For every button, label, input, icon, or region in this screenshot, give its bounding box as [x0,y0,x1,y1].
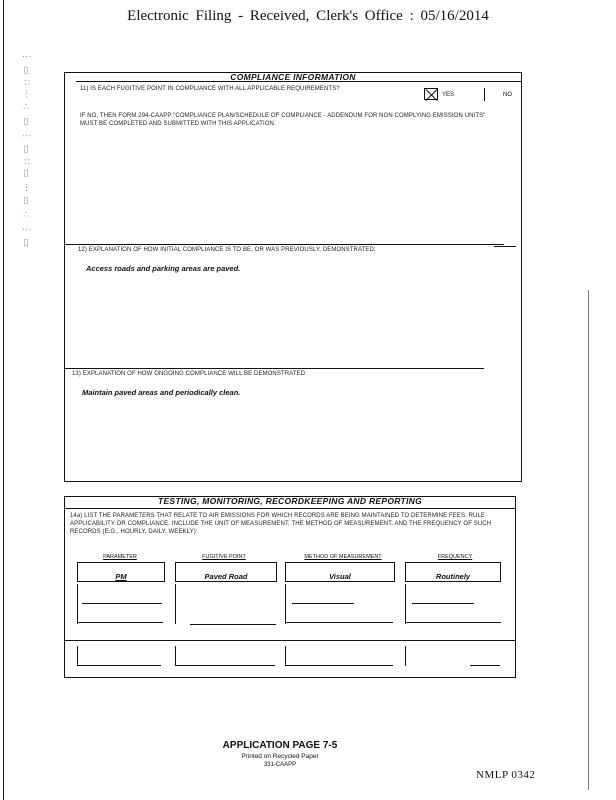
frequency-value-row1: Routinely [435,572,471,581]
yes-label: YES [442,92,455,98]
question-13: 13) EXPLANATION OF HOW ONGOING COMPLIANCE WILL BE DEMONSTRATED: [72,371,307,377]
question-12: 12) EXPLANATION OF HOW INITIAL COMPLIANCE IS TO BE, OR WAS PREVIOUSLY, DEMONSTRATED: [78,247,376,253]
testing-section-title: TESTING, MONITORING, RECORDKEEPING AND REPORTING [157,496,423,506]
filing-stamp-header: Electronic Filing - Received, Clerk's Office : 05/16/2014 [127,8,489,24]
row3-line-3 [285,665,393,666]
compliance-section [64,72,522,482]
answer-12: Access roads and parking areas are paved. [86,264,241,273]
column-header-parameter: PARAMETER [103,554,137,560]
row3-line-2 [175,665,275,666]
no-checkbox-mark [484,88,485,101]
compliance-section-title: COMPLIANCE INFORMATION [230,72,356,82]
row3-left-edge-4 [405,646,406,666]
q13-divider [64,368,484,369]
recycled-paper-note: Printed on Recycled Paper [241,753,319,760]
scan-edge-line-right [588,290,589,790]
row2-left-edge-3 [285,584,286,624]
row2-left-edge-1 [77,584,78,624]
cell-method-row1[interactable] [285,562,395,582]
no-label: NO [503,92,512,98]
column-header-fugitive-point: FUGITIVE POINT [202,554,246,560]
compliance-title-rule [76,81,522,82]
fugitive-point-value-row1: Paved Road [204,572,248,581]
answer-13: Maintain paved areas and periodically clean. [82,388,241,397]
row3-top-line [64,640,516,641]
parameter-value-row1: PM [115,572,127,581]
column-header-method: METHOD OF MEASUREMENT [304,554,382,560]
row3-line-4 [470,665,500,666]
row2-line-1b [77,622,163,623]
row2-line-1 [82,603,162,604]
method-value-row1: Visual [329,572,351,581]
column-header-frequency: FREQUENCY [437,554,473,560]
testing-title-rule [64,508,516,509]
scan-edge-line-left [3,0,4,800]
scan-margin-marks: ⋮ ▯ ∷ ⋯ ∴ ▯ ⋮ ▯ ∷ ▯ ⋯ ▯ ∴ ⋮ ▯ [22,52,32,249]
row2-line-4b [405,622,501,623]
row2-left-edge-2 [175,584,176,624]
row3-left-edge-2 [175,646,176,666]
cell-frequency-row1[interactable] [405,562,501,582]
row3-left-edge-1 [77,646,78,666]
row3-line-1 [77,665,161,666]
row2-left-edge-4 [405,584,406,624]
question-11-note: IF NO, THEN FORM 294-CAAPP "COMPLIANCE PLAN/SCHEDULE OF COMPLIANCE - ADDENDUM FOR NON COMPLYING EMISSION UNITS" MUST BE COMPLETED AND SUBMITTED WITH THIS APPLICATION. [80,113,486,127]
cell-parameter-row1[interactable] [77,562,165,582]
application-page-number: APPLICATION PAGE 7-5 [222,740,338,751]
row2-line-4 [412,603,474,604]
row2-line-3b [285,622,393,623]
row3-left-edge-3 [285,646,286,666]
form-number: 331-CAAPP [263,762,297,768]
question-11: 11) IS EACH FUGITIVE POINT IN COMPLIANCE WITH ALL APPLICABLE REQUIREMENTS? [80,86,340,92]
question-14a: 14a) LIST THE PARAMETERS THAT RELATE TO AIR EMISSIONS FOR WHICH RECORDS ARE BEING MAINTAINED TO DETERMINE FEES, RULE APPLICABILITY OR COMPLIANCE. INCLUDE THE UNIT OF MEASUREMENT, THE METHOD OF MEASUREMENT, AND THE FREQUENCY OF SUCH RECORDS (E.G., HOURLY, DAILY, WEEKLY): [70,513,492,535]
yes-checkbox[interactable] [424,88,438,100]
row2-line-2 [190,624,276,625]
cell-fugitive-point-row1[interactable] [175,562,277,582]
row2-line-3 [292,603,354,604]
document-id: NMLP 0342 [476,769,536,781]
q12-divider [64,244,504,245]
